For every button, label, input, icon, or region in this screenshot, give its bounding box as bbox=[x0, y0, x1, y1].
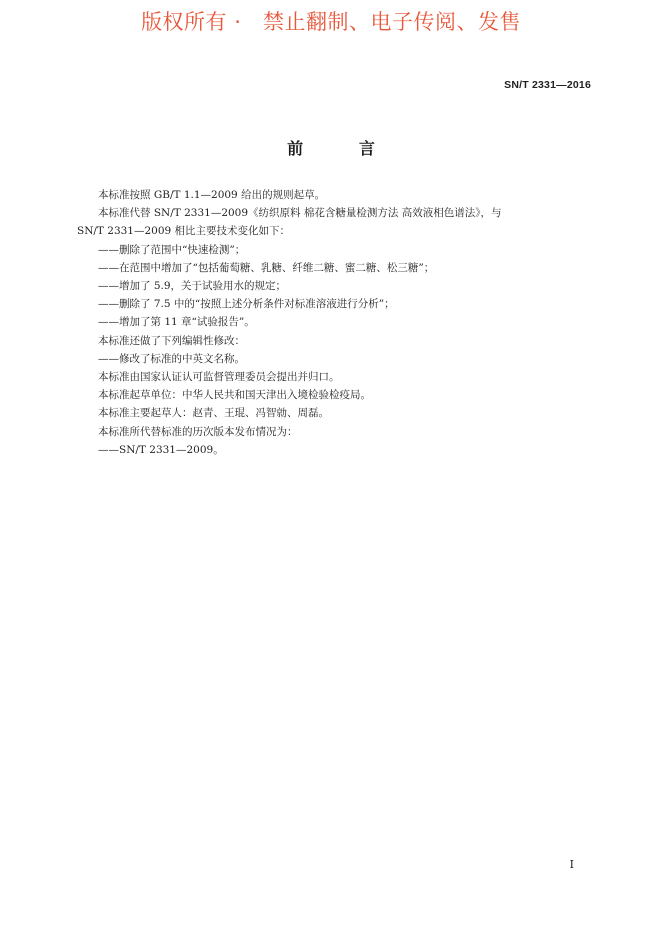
foreword-line: 本标准按照 GB/T 1.1—2009 给出的规则起草。 bbox=[98, 189, 326, 201]
foreword-line: 本标准由国家认证认可监督管理委员会提出并归口。 bbox=[98, 371, 340, 384]
foreword-line: 本标准起草单位：中华人民共和国天津出入境检验检疫局。 bbox=[98, 389, 371, 402]
foreword-line: 本标准所代替标准的历次版本发布情况为： bbox=[98, 425, 298, 438]
foreword-line: ——增加了第 11 章“试验报告”。 bbox=[98, 316, 255, 329]
copyright-watermark: 版权所有 · 禁止翻制、电子传阅、发售 bbox=[141, 10, 521, 34]
foreword-line: SN/T 2331—2009 相比主要技术变化如下： bbox=[77, 225, 291, 238]
foreword-line: ——删除了范围中“快速检测”； bbox=[98, 243, 246, 256]
foreword-line: ——删除了 7.5 中的“按照上述分析条件对标准溶液进行分析”； bbox=[98, 298, 395, 311]
foreword-line: ——修改了标准的中英文名称。 bbox=[98, 352, 245, 365]
foreword-line: 本标准还做了下列编辑性修改： bbox=[98, 334, 245, 347]
foreword-line: ——在范围中增加了“包括葡萄糖、乳糖、纤维二糖、蜜二糖、松三糖”； bbox=[98, 261, 435, 274]
standard-code: SN/T 2331—2016 bbox=[504, 79, 591, 91]
page-number: I bbox=[569, 858, 574, 871]
foreword-line: ——SN/T 2331—2009。 bbox=[98, 443, 224, 456]
foreword-line: 本标准主要起草人：赵青、王琨、冯智勍、周磊。 bbox=[98, 407, 329, 420]
foreword-line: ——增加了 5.9，关于试验用水的规定； bbox=[98, 280, 287, 293]
foreword-body bbox=[77, 186, 591, 459]
page-title: 前 言 bbox=[287, 139, 375, 158]
foreword-line: 本标准代替 SN/T 2331—2009《纺织原料 棉花含糖量检测方法 高效液相色谱法》，与 bbox=[98, 207, 502, 220]
